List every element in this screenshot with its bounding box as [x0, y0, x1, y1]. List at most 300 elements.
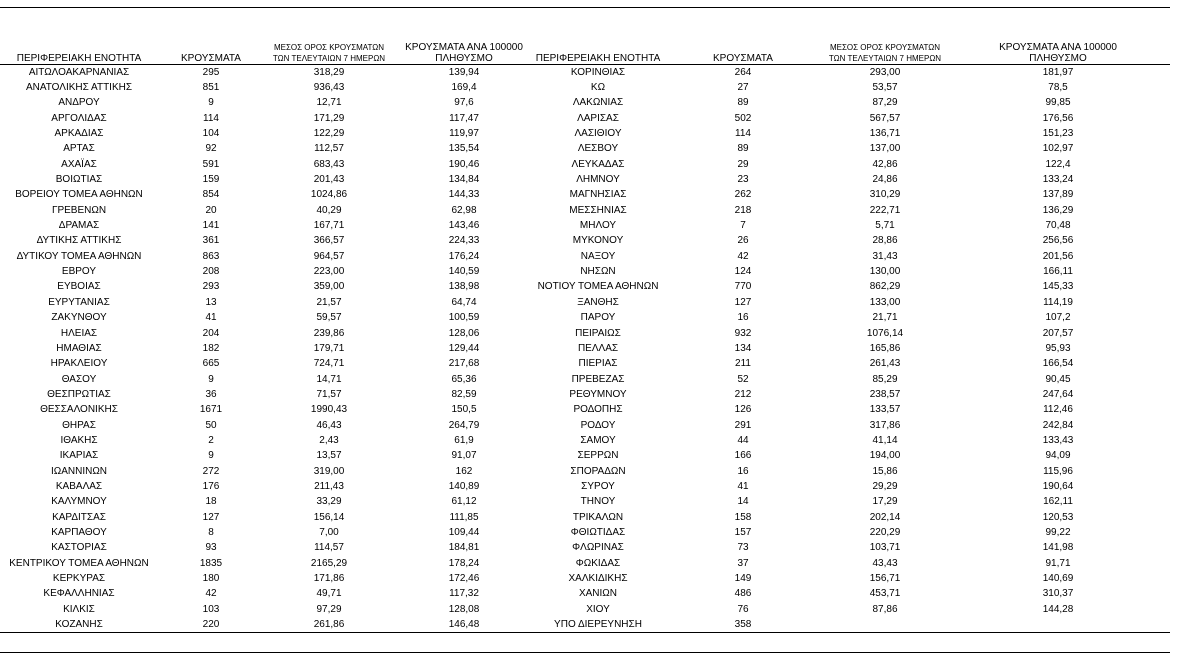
left-avg-7-days: 14,71 [316, 373, 342, 385]
right-cases-per-100k: 78,5 [1048, 82, 1068, 94]
left-region-name: ΚΕΝΤΡΙΚΟΥ ΤΟΜΕΑ ΑΘΗΝΩΝ [9, 557, 149, 569]
right-region-name: ΣΕΡΡΩΝ [577, 450, 619, 462]
right-cases: 770 [734, 281, 752, 293]
left-region-name: ΖΑΚΥΝΘΟΥ [51, 312, 107, 324]
left-cases: 204 [202, 327, 220, 339]
left-region-name: ΘΑΣΟΥ [61, 373, 97, 385]
left-cases: 863 [202, 250, 220, 262]
right-avg-7-days: 310,29 [869, 189, 901, 201]
left-cases: 293 [202, 281, 220, 293]
right-cases: 262 [734, 189, 752, 201]
right-region-name: ΠΑΡΟΥ [580, 312, 616, 324]
right-cases: 41 [737, 480, 749, 492]
left-cases: 272 [202, 465, 220, 477]
left-avg-7-days: 171,29 [313, 112, 345, 124]
right-cases-per-100k: 120,53 [1042, 511, 1074, 523]
right-cases: 44 [737, 434, 749, 446]
left-avg-7-days: 2165,29 [310, 557, 348, 569]
left-avg-7-days: 179,71 [313, 342, 345, 354]
right-cases: 211 [735, 358, 751, 370]
left-avg-7-days: 683,43 [313, 158, 345, 170]
right-cases: 486 [734, 588, 752, 600]
right-region-name: ΛΑΣΙΘΙΟΥ [574, 128, 622, 140]
left-avg-7-days: 112,57 [314, 143, 344, 155]
left-region-name: ΑΝΔΡΟΥ [58, 97, 100, 109]
left-cases-per-100k: 117,32 [449, 588, 479, 600]
left-avg-7-days: 97,29 [316, 603, 342, 615]
left-cases-per-100k: 65,36 [451, 373, 477, 385]
header-avg-line1: ΜΕΣΟΣ ΟΡΟΣ ΚΡΟΥΣΜΑΤΩΝ [829, 42, 941, 52]
left-cases: 295 [202, 66, 220, 78]
left-avg-7-days: 2,43 [319, 434, 339, 446]
left-avg-7-days: 12,71 [316, 97, 342, 109]
left-region-name: ΕΒΡΟΥ [61, 266, 97, 278]
table-row [0, 387, 1170, 402]
right-avg-7-days: 53,57 [872, 82, 898, 94]
right-cases-per-100k: 99,85 [1045, 97, 1071, 109]
left-cases-per-100k: 91,07 [451, 450, 477, 462]
left-cases-per-100k: 176,24 [448, 250, 480, 262]
right-avg-7-days: 28,86 [872, 235, 898, 247]
right-cases-per-100k: 207,57 [1042, 327, 1074, 339]
right-avg-7-days: 453,71 [869, 588, 901, 600]
left-region-name: ΙΘΑΚΗΣ [60, 434, 98, 446]
left-region-name: ΑΡΓΟΛΙΔΑΣ [51, 112, 107, 124]
right-region-name: ΜΑΓΝΗΣΙΑΣ [569, 189, 627, 201]
right-cases-per-100k: 133,43 [1042, 434, 1074, 446]
table-row [0, 279, 1170, 294]
right-avg-7-days: 31,43 [872, 250, 898, 262]
header-cases-right: ΚΡΟΥΣΜΑΤΑ [662, 34, 824, 64]
right-cases: 126 [734, 404, 752, 416]
table-row [0, 556, 1170, 571]
left-cases-per-100k: 143,46 [448, 220, 480, 232]
header-per-line2: ΠΛΗΘΥΣΜΟ [1029, 52, 1087, 64]
right-avg-7-days: 130,00 [869, 266, 901, 278]
right-region-name: ΤΡΙΚΑΛΩΝ [572, 511, 624, 523]
right-avg-7-days: 293,00 [869, 66, 901, 78]
left-cases-per-100k: 146,48 [394, 617, 534, 633]
left-cases-per-100k: 117,47 [449, 112, 479, 124]
left-region-name: ΗΡΑΚΛΕΙΟΥ [50, 358, 108, 370]
table-row [0, 64, 1170, 80]
right-region-name: ΡΟΔΟΠΗΣ [573, 404, 623, 416]
right-avg-7-days: 29,29 [872, 480, 898, 492]
left-region-name: ΚΑΣΤΟΡΙΑΣ [51, 542, 107, 554]
table-row [0, 417, 1170, 432]
left-cases-per-100k: 129,44 [448, 342, 480, 354]
left-cases: 591 [202, 158, 220, 170]
left-avg-7-days: 936,43 [313, 82, 345, 94]
left-cases-per-100k: 100,59 [448, 312, 480, 324]
left-avg-7-days: 7,00 [319, 526, 339, 538]
right-avg-7-days: 41,14 [872, 434, 898, 446]
left-avg-7-days: 171,86 [313, 573, 345, 585]
right-cases-per-100k [946, 617, 1170, 633]
left-cases-per-100k: 82,59 [451, 388, 477, 400]
table-row [0, 95, 1170, 110]
left-avg-7-days: 724,71 [313, 358, 345, 370]
right-region-name: ΛΕΣΒΟΥ [577, 143, 619, 155]
right-region-name: ΜΕΣΣΗΝΙΑΣ [569, 204, 627, 216]
right-cases-per-100k: 310,37 [1042, 588, 1074, 600]
right-avg-7-days: 238,57 [869, 388, 901, 400]
left-cases-per-100k: 140,59 [448, 266, 480, 278]
left-region-name: ΒΟΙΩΤΙΑΣ [55, 174, 103, 186]
cases-table-sheet [0, 34, 1170, 633]
right-avg-7-days: 133,57 [869, 404, 901, 416]
left-cases: 41 [205, 312, 217, 324]
left-cases-per-100k: 217,68 [448, 358, 480, 370]
left-cases: 13 [205, 296, 217, 308]
header-row [0, 34, 1170, 64]
table-row [0, 325, 1170, 340]
right-avg-7-days: 87,86 [872, 603, 898, 615]
left-region-name: ΔΥΤΙΚΟΥ ΤΟΜΕΑ ΑΘΗΝΩΝ [16, 250, 142, 262]
left-cases: 361 [202, 235, 220, 247]
left-avg-7-days: 318,29 [313, 66, 345, 78]
left-region-name: ΚΕΦΑΛΛΗΝΙΑΣ [43, 588, 115, 600]
left-region-name: ΙΚΑΡΙΑΣ [59, 450, 99, 462]
left-region-name: ΔΥΤΙΚΗΣ ΑΤΤΙΚΗΣ [36, 235, 122, 247]
right-cases-per-100k: 90,45 [1045, 373, 1071, 385]
left-cases: 2 [208, 434, 214, 446]
right-avg-7-days: 862,29 [869, 281, 901, 293]
left-avg-7-days: 239,86 [313, 327, 345, 339]
left-avg-7-days: 40,29 [316, 204, 342, 216]
right-avg-7-days: 137,00 [869, 143, 901, 155]
left-region-name: ΗΜΑΘΙΑΣ [56, 342, 102, 354]
right-avg-7-days: 103,71 [869, 542, 901, 554]
table-row [0, 617, 1170, 633]
left-cases: 36 [205, 388, 217, 400]
header-avg-line1: ΜΕΣΟΣ ΟΡΟΣ ΚΡΟΥΣΜΑΤΩΝ [273, 42, 385, 52]
left-cases-per-100k: 140,89 [448, 480, 480, 492]
right-avg-7-days: 87,29 [872, 97, 898, 109]
left-cases: 220 [158, 617, 264, 633]
left-cases: 20 [205, 204, 217, 216]
left-region-name: ΓΡΕΒΕΝΩΝ [51, 204, 107, 216]
right-cases: 291 [734, 419, 752, 431]
right-cases-per-100k: 112,46 [1043, 404, 1073, 416]
right-cases: 73 [737, 542, 749, 554]
header-avg-left [264, 34, 394, 64]
right-cases-per-100k: 114,19 [1043, 296, 1073, 308]
header-avg-line2: ΤΩΝ ΤΕΛΕΥΤΑΙΩΝ 7 ΗΜΕΡΩΝ [272, 53, 386, 63]
table-row [0, 448, 1170, 463]
left-cases-per-100k: 144,33 [448, 189, 480, 201]
right-cases-per-100k: 144,28 [1042, 603, 1074, 615]
table-row [0, 218, 1170, 233]
right-avg-7-days: 317,86 [869, 419, 901, 431]
right-cases-per-100k: 91,71 [1045, 557, 1071, 569]
left-cases-per-100k: 190,46 [448, 158, 480, 170]
right-region-name: ΜΗΛΟΥ [579, 220, 617, 232]
left-avg-7-days: 359,00 [313, 281, 345, 293]
left-region-name: ΚΕΡΚΥΡΑΣ [52, 573, 106, 585]
left-cases-per-100k: 162 [455, 465, 473, 477]
header-avg-line2: ΤΩΝ ΤΕΛΕΥΤΑΙΩΝ 7 ΗΜΕΡΩΝ [828, 53, 942, 63]
left-cases-per-100k: 224,33 [448, 235, 480, 247]
left-cases: 851 [202, 82, 220, 94]
header-per100k-left [394, 34, 534, 64]
left-cases-per-100k: 128,08 [448, 603, 480, 615]
left-region-name: ΚΟΖΑΝΗΣ [0, 617, 158, 633]
right-region-name: ΣΑΜΟΥ [580, 434, 616, 446]
left-cases-per-100k: 134,84 [448, 174, 480, 186]
right-cases-per-100k: 176,56 [1042, 112, 1074, 124]
right-cases-per-100k: 247,64 [1042, 388, 1074, 400]
left-avg-7-days: 21,57 [316, 296, 342, 308]
right-avg-7-days: 136,71 [869, 128, 901, 140]
right-avg-7-days: 43,43 [872, 557, 898, 569]
table-row [0, 356, 1170, 371]
left-cases: 42 [205, 588, 217, 600]
left-region-name: ΑΡΚΑΔΙΑΣ [54, 128, 104, 140]
right-avg-7-days [824, 617, 946, 633]
right-region-name: ΧΙΟΥ [586, 603, 610, 615]
right-cases: 212 [734, 388, 752, 400]
right-avg-7-days: 21,71 [872, 312, 898, 324]
left-cases: 8 [208, 526, 214, 538]
left-avg-7-days: 1990,43 [310, 404, 348, 416]
header-per-line2: ΠΛΗΘΥΣΜΟ [435, 52, 493, 64]
left-avg-7-days: 964,57 [313, 250, 345, 262]
right-region-name: ΠΕΙΡΑΙΩΣ [575, 327, 621, 339]
right-region-name: ΠΡΕΒΕΖΑΣ [571, 373, 625, 385]
left-cases: 93 [205, 542, 217, 554]
left-region-name: ΑΧΑΪΑΣ [61, 158, 97, 170]
left-avg-7-days: 114,57 [314, 542, 344, 554]
table-row [0, 525, 1170, 540]
bottom-rule [0, 652, 1170, 653]
table-row [0, 157, 1170, 172]
right-cases: 52 [737, 373, 749, 385]
right-region-name: ΣΠΟΡΑΔΩΝ [570, 465, 626, 477]
table-row [0, 310, 1170, 325]
right-region-name: ΣΥΡΟΥ [581, 480, 615, 492]
right-avg-7-days: 42,86 [872, 158, 898, 170]
right-cases: 502 [734, 112, 752, 124]
left-region-name: ΙΩΑΝΝΙΝΩΝ [50, 465, 108, 477]
left-cases: 104 [202, 128, 220, 140]
left-cases-per-100k: 138,98 [448, 281, 480, 293]
right-region-name: ΛΑΡΙΣΑΣ [577, 112, 619, 124]
left-avg-7-days: 167,71 [313, 220, 345, 232]
left-cases-per-100k: 128,06 [448, 327, 480, 339]
right-cases-per-100k: 115,96 [1043, 465, 1073, 477]
table-row [0, 602, 1170, 617]
right-avg-7-days: 165,86 [869, 342, 901, 354]
table-row [0, 509, 1170, 524]
right-cases-per-100k: 107,2 [1045, 312, 1071, 324]
left-cases: 180 [202, 573, 220, 585]
left-avg-7-days: 211,43 [314, 480, 344, 492]
table-row [0, 264, 1170, 279]
left-region-name: ΚΑΡΔΙΤΣΑΣ [52, 511, 106, 523]
right-cases-per-100k: 145,33 [1042, 281, 1074, 293]
right-avg-7-days: 202,14 [869, 511, 901, 523]
left-region-name: ΑΡΤΑΣ [63, 143, 95, 155]
top-rule [0, 7, 1170, 8]
right-avg-7-days: 194,00 [869, 450, 901, 462]
left-region-name: ΘΕΣΣΑΛΟΝΙΚΗΣ [40, 404, 118, 416]
right-cases-per-100k: 166,54 [1042, 358, 1074, 370]
table-body [0, 64, 1170, 633]
table-row [0, 172, 1170, 187]
right-cases: 27 [737, 82, 749, 94]
table-row [0, 111, 1170, 126]
left-avg-7-days: 13,57 [316, 450, 342, 462]
left-avg-7-days: 49,71 [316, 588, 342, 600]
left-cases-per-100k: 150,5 [451, 404, 477, 416]
left-cases-per-100k: 139,94 [448, 66, 480, 78]
right-cases: 37 [737, 557, 749, 569]
right-cases-per-100k: 181,97 [1042, 66, 1074, 78]
table-row [0, 586, 1170, 601]
right-avg-7-days: 17,29 [872, 496, 898, 508]
right-cases: 89 [737, 143, 749, 155]
right-cases-per-100k: 102,97 [1042, 143, 1074, 155]
header-region-right: ΠΕΡΙΦΕΡΕΙΑΚΗ ΕΝΟΤΗΤΑ [534, 34, 662, 64]
header-region-left: ΠΕΡΙΦΕΡΕΙΑΚΗ ΕΝΟΤΗΤΑ [0, 34, 158, 64]
right-region-name: ΛΕΥΚΑΔΑΣ [571, 158, 625, 170]
left-cases: 1671 [199, 404, 223, 416]
right-cases-per-100k: 94,09 [1045, 450, 1071, 462]
left-cases-per-100k: 178,24 [448, 557, 480, 569]
left-region-name: ΚΙΛΚΙΣ [63, 603, 95, 615]
right-cases: 157 [734, 526, 752, 538]
right-cases: 16 [737, 465, 749, 477]
right-cases-per-100k: 201,56 [1042, 250, 1074, 262]
right-avg-7-days: 5,71 [875, 220, 895, 232]
header-per-line1: ΚΡΟΥΣΜΑΤΑ ΑΝΑ 100000 [999, 41, 1117, 53]
header-per100k-right [946, 34, 1170, 64]
left-region-name: ΕΥΡΥΤΑΝΙΑΣ [48, 296, 110, 308]
right-cases-per-100k: 140,69 [1042, 573, 1074, 585]
right-region-name: ΝΑΞΟΥ [580, 250, 616, 262]
table-row [0, 371, 1170, 386]
left-cases-per-100k: 61,9 [454, 434, 474, 446]
left-avg-7-days: 1024,86 [310, 189, 348, 201]
right-cases-per-100k: 70,48 [1045, 220, 1071, 232]
table-row [0, 141, 1170, 156]
right-avg-7-days: 156,71 [869, 573, 901, 585]
right-cases: 149 [734, 573, 752, 585]
right-cases-per-100k: 242,84 [1042, 419, 1074, 431]
left-avg-7-days: 319,00 [313, 465, 345, 477]
left-cases: 127 [202, 511, 220, 523]
left-cases-per-100k: 119,97 [449, 128, 479, 140]
right-avg-7-days: 133,00 [869, 296, 901, 308]
left-cases-per-100k: 184,81 [448, 542, 480, 554]
left-cases: 208 [202, 266, 220, 278]
left-cases-per-100k: 135,54 [448, 143, 480, 155]
right-cases: 114 [735, 128, 751, 140]
left-cases: 182 [202, 342, 220, 354]
right-avg-7-days: 24,86 [872, 174, 898, 186]
right-region-name: ΚΩ [590, 82, 606, 94]
table-row [0, 479, 1170, 494]
table-row [0, 540, 1170, 555]
right-avg-7-days: 15,86 [872, 465, 898, 477]
right-cases: 29 [737, 158, 749, 170]
left-cases: 854 [202, 189, 220, 201]
right-cases: 7 [740, 220, 746, 232]
right-cases-per-100k: 256,56 [1042, 235, 1074, 247]
left-cases: 114 [203, 112, 219, 124]
left-region-name: ΔΡΑΜΑΣ [58, 220, 100, 232]
left-cases: 159 [202, 174, 220, 186]
left-avg-7-days: 33,29 [316, 496, 342, 508]
left-region-name: ΘΗΡΑΣ [62, 419, 96, 431]
right-cases: 218 [734, 204, 752, 216]
left-avg-7-days: 201,43 [313, 174, 345, 186]
right-cases-per-100k: 162,11 [1043, 496, 1073, 508]
right-avg-7-days: 1076,14 [866, 327, 904, 339]
right-cases: 166 [734, 450, 752, 462]
left-cases: 50 [205, 419, 217, 431]
right-cases-per-100k: 133,24 [1042, 174, 1074, 186]
left-region-name: ΘΕΣΠΡΩΤΙΑΣ [47, 388, 111, 400]
left-cases-per-100k: 264,79 [448, 419, 480, 431]
left-cases: 176 [202, 480, 220, 492]
table-row [0, 295, 1170, 310]
left-avg-7-days: 46,43 [316, 419, 342, 431]
left-avg-7-days: 261,86 [264, 617, 394, 633]
right-cases: 14 [737, 496, 749, 508]
left-cases: 9 [208, 373, 214, 385]
left-cases: 103 [202, 603, 220, 615]
left-region-name: ΑΙΤΩΛΟΑΚΑΡΝΑΝΙΑΣ [28, 66, 130, 78]
left-cases: 1835 [199, 557, 223, 569]
right-cases-per-100k: 166,11 [1043, 266, 1073, 278]
right-region-name: ΝΗΣΩΝ [580, 266, 616, 278]
table-row [0, 203, 1170, 218]
left-avg-7-days: 223,00 [313, 266, 345, 278]
right-avg-7-days: 222,71 [869, 204, 901, 216]
table-row [0, 402, 1170, 417]
right-cases: 26 [737, 235, 749, 247]
left-avg-7-days: 156,14 [313, 511, 345, 523]
left-region-name: ΚΑΡΠΑΘΟΥ [51, 526, 107, 538]
right-cases: 16 [737, 312, 749, 324]
header-per-line1: ΚΡΟΥΣΜΑΤΑ ΑΝΑ 100000 [405, 41, 523, 53]
right-region-name: ΥΠΟ ΔΙΕΡΕΥΝΗΣΗ [534, 617, 662, 633]
right-cases: 76 [737, 603, 749, 615]
table-row [0, 571, 1170, 586]
table-row [0, 233, 1170, 248]
left-avg-7-days: 366,57 [313, 235, 345, 247]
table-row [0, 80, 1170, 95]
left-region-name: ΚΑΒΑΛΑΣ [55, 480, 103, 492]
left-cases-per-100k: 97,6 [454, 97, 474, 109]
right-region-name: ΜΥΚΟΝΟΥ [572, 235, 624, 247]
right-region-name: ΚΟΡΙΝΘΙΑΣ [570, 66, 626, 78]
right-region-name: ΠΕΛΛΑΣ [577, 342, 619, 354]
right-region-name: ΧΑΝΙΩΝ [578, 588, 618, 600]
table-row [0, 494, 1170, 509]
table-row [0, 463, 1170, 478]
left-cases-per-100k: 62,98 [451, 204, 477, 216]
right-cases-per-100k: 99,22 [1045, 526, 1071, 538]
table-row [0, 249, 1170, 264]
left-avg-7-days: 122,29 [313, 128, 345, 140]
right-cases-per-100k: 122,4 [1045, 158, 1071, 170]
right-avg-7-days: 220,29 [869, 526, 901, 538]
right-region-name: ΡΕΘΥΜΝΟΥ [569, 388, 627, 400]
right-region-name: ΛΗΜΝΟΥ [576, 174, 620, 186]
